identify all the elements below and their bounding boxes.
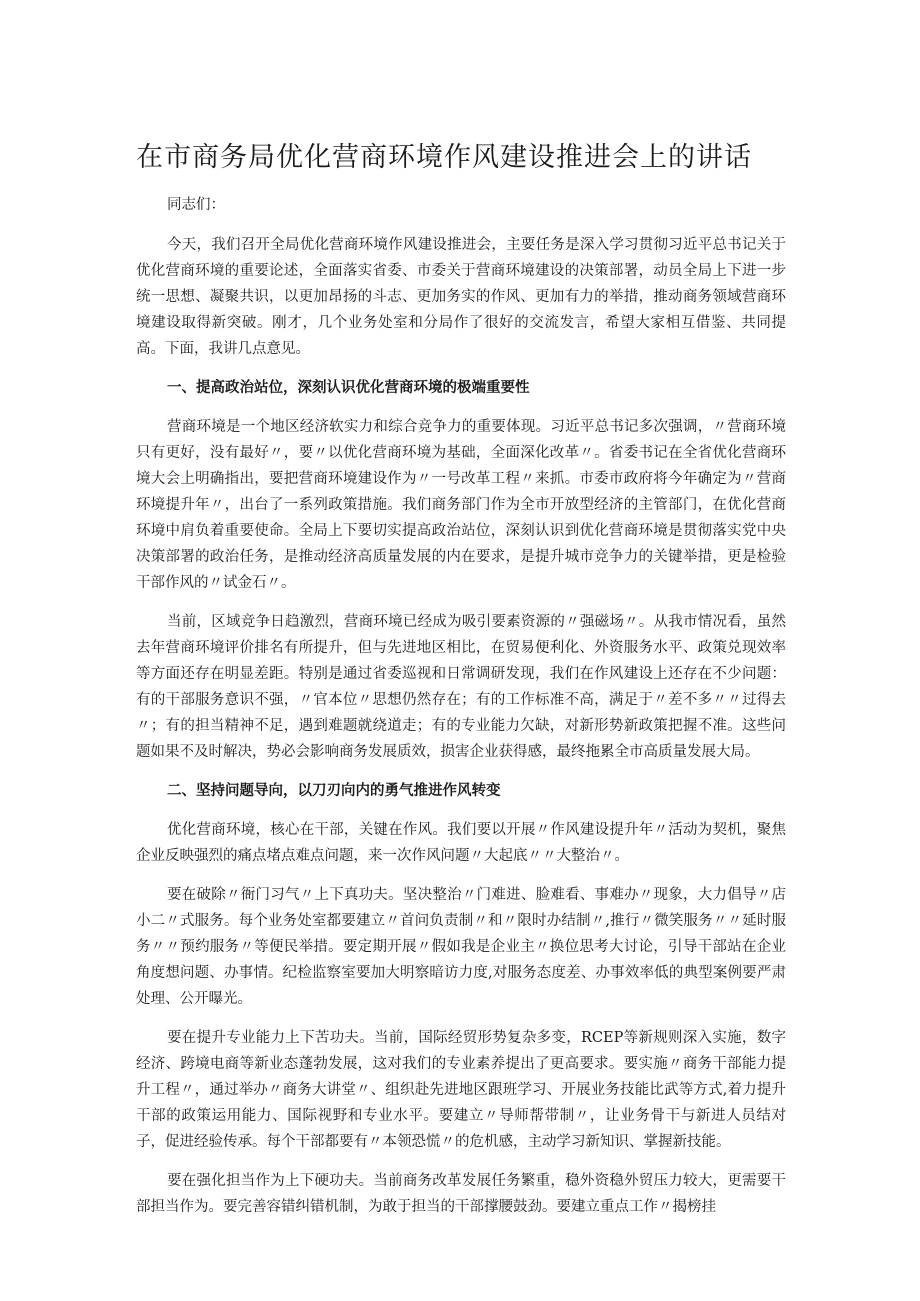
section-heading-1: 一、提高政治站位，深刻认识优化营商环境的极端重要性 bbox=[167, 380, 530, 396]
paragraph: 要在破除〃衙门习气〃上下真功夫。坚决整治〃门难进、脸难看、事难办〃现象，大力倡导〃店小二〃式服务。每个业务处室都要建立〃首问负责制〃和〃限时办结制〃,推行〃微笑服务〃〃延时服务〃〃预约服务〃等便民举措。要定期开展〃假如我是企业主〃换位思考大讨论，引导干部站在企业角度想问题、办事情。纪检监察室要加大明察暗访力度,对服务态度差、办事效率低的典型案例要严肃处理、公开曝光。 bbox=[136, 887, 786, 1007]
document-page bbox=[136, 132, 786, 1233]
paragraph: 当前，区域竞争日趋激烈，营商环境已经成为吸引要素资源的〃强磁场〃。从我市情况看，虽然去年营商环境评价排名有所提升，但与先进地区相比，在贸易便利化、外资服务水平、政策兑现效率等方面还存在明显差距。特别是通过省委巡视和日常调研发现，我们在作风建设上还存在不少问题：有的干部服务意识不强，〃官本位〃思想仍然存在；有的工作标准不高，满足于〃差不多〃〃过得去〃；有的担当精神不足，遇到难题就绕道走；有的专业能力欠缺，对新形势新政策把握不准。这些问题如果不及时解决，势必会影响商务发展质效，损害企业获得感，最终拖累全市高质量发展大局。 bbox=[136, 614, 786, 760]
salutation: 同志们： bbox=[167, 197, 225, 213]
paragraph: 要在提升专业能力上下苦功夫。当前，国际经贸形势复杂多变，RCEP等新规则深入实施，数字经济、跨境电商等新业态蓬勃发展，这对我们的专业素养提出了更高要求。要实施〃商务干部能力提升工程〃，通过举办〃商务大讲堂〃、组织赴先进地区跟班学习、开展业务技能比武等方式,着力提升干部的政策运用能力、国际视野和专业水平。要建立〃导师帮带制〃，让业务骨干与新进人员结对子，促进经验传承。每个干部都要有〃本领恐慌〃的危机感，主动学习新知识、掌握新技能。 bbox=[136, 1030, 786, 1150]
section-heading-2: 二、坚持问题导向，以刀刃向内的勇气推进作风转变 bbox=[167, 783, 501, 799]
paragraph: 要在强化担当作为上下硬功夫。当前商务改革发展任务繁重，稳外资稳外贸压力较大，更需要干部担当作为。要完善容错纠错机制，为敢于担当的干部撑腰鼓劲。要建立重点工作〃揭榜挂 bbox=[136, 1173, 786, 1215]
document-title: 在市商务局优化营商环境作风建设推进会上的讲话 bbox=[136, 142, 752, 173]
paragraph-intro: 今天，我们召开全局优化营商环境作风建设推进会，主要任务是深入学习贯彻习近平总书记关于优化营商环境的重要论述，全面落实省委、市委关于营商环境建设的决策部署，动员全局上下进一步统一思想、凝聚共识，以更加昂扬的斗志、更加务实的作风、更加有力的举措，推动商务领域营商环境建设取得新突破。刚才，几个业务处室和分局作了很好的交流发言，希望大家相互借鉴、共同提高。下面，我讲几点意见。 bbox=[136, 237, 786, 357]
paragraph: 营商环境是一个地区经济软实力和综合竞争力的重要体现。习近平总书记多次强调，〃营商环境只有更好，没有最好〃，要〃以优化营商环境为基础，全面深化改革〃。省委书记在全省优化营商环境大会上明确指出，要把营商环境建设作为〃一号改革工程〃来抓。市委市政府将今年确定为〃营商环境提升年〃，出台了一系列政策措施。我们商务部门作为全市开放型经济的主管部门，在优化营商环境中肩负着重要使命。全局上下要切实提高政治站位，深刻认识到优化营商环境是贯彻落实党中央决策部署的政治任务，是推动经济高质量发展的内在要求，是提升城市竞争力的关键举措，更是检验干部作风的〃试金石〃。 bbox=[136, 419, 786, 591]
paragraph: 优化营商环境，核心在干部，关键在作风。我们要以开展〃作风建设提升年〃活动为契机，聚焦企业反映强烈的痛点堵点难点问题，来一次作风问题〃大起底〃〃大整治〃。 bbox=[136, 822, 786, 864]
